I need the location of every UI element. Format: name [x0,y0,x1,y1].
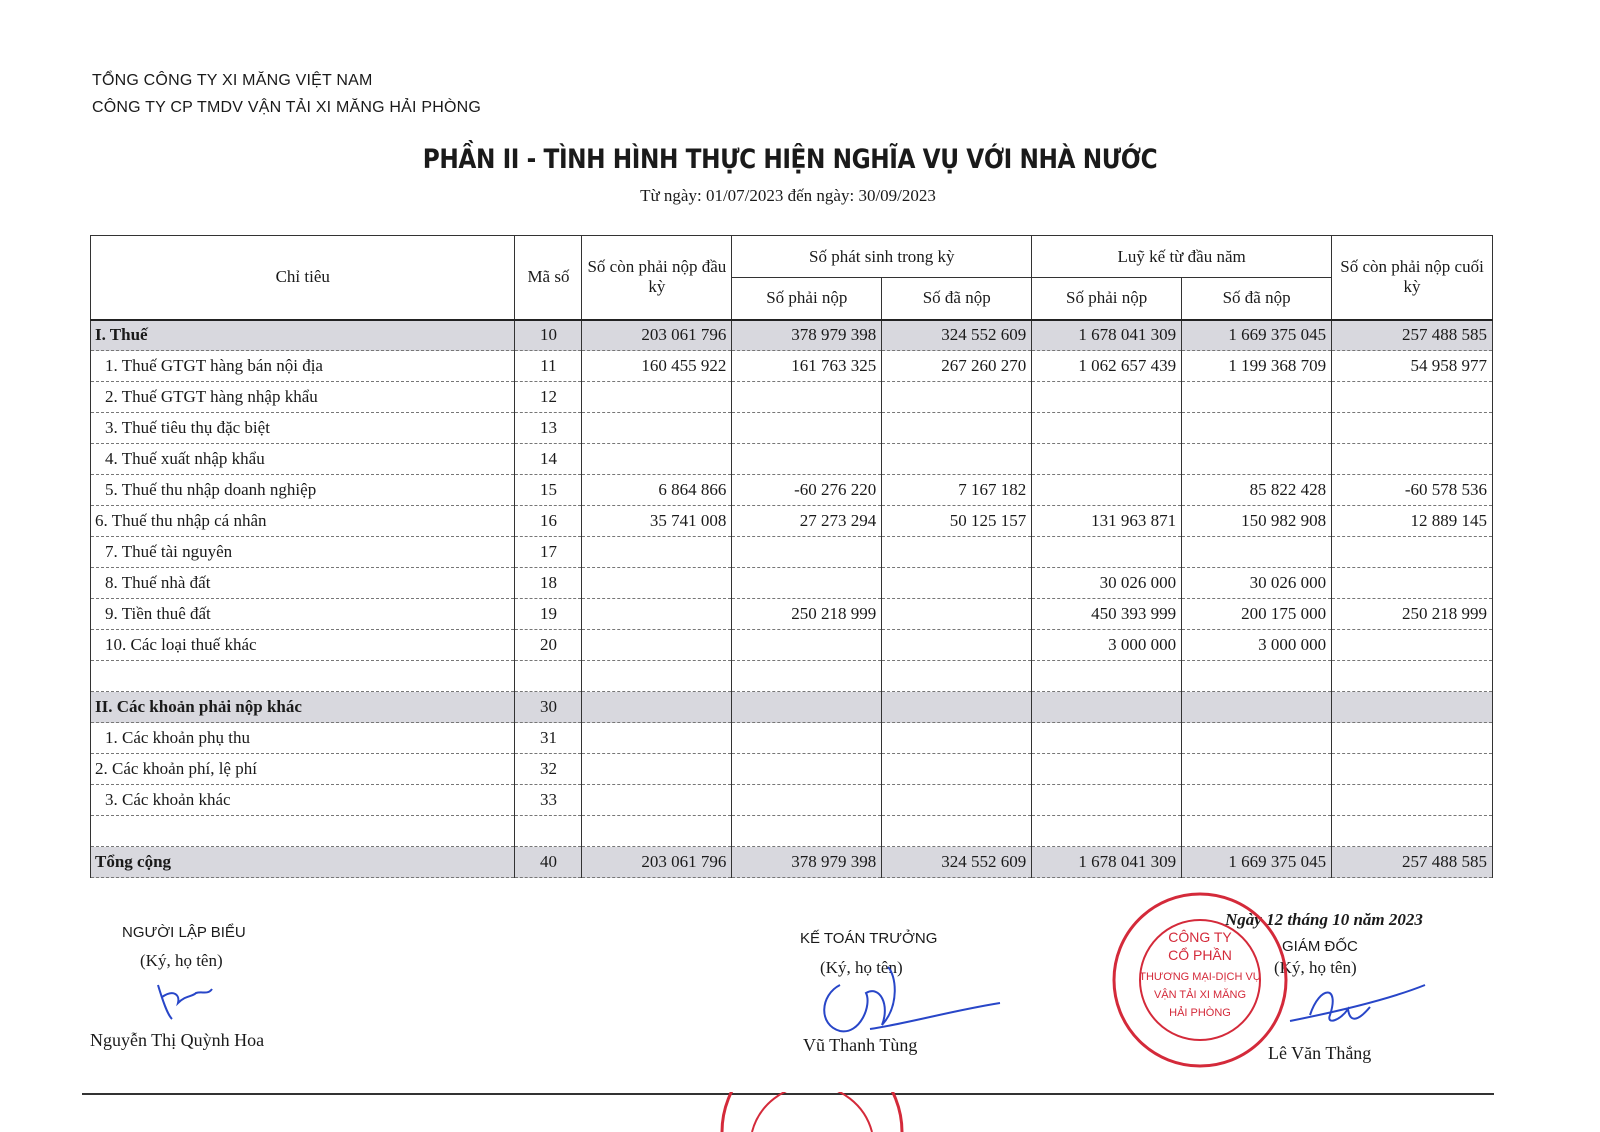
cell-ps-da-nop [882,568,1032,599]
cell-lk-phai-nop [1032,382,1182,413]
cell-lk-da-nop [1182,692,1332,723]
cell-dau-ky [582,568,732,599]
cell-ps-da-nop: 324 552 609 [882,847,1032,878]
header-cuoi-ky: Số còn phải nộp cuối kỳ [1332,236,1493,320]
row-label: Tổng cộng [91,847,515,878]
header-lk-phai-nop: Số phải nộp [1032,278,1182,320]
cell-cuoi-ky [1332,661,1493,692]
cell-ps-da-nop [882,785,1032,816]
table-row [91,723,1493,754]
cell-lk-phai-nop [1032,723,1182,754]
cell-cuoi-ky [1332,723,1493,754]
cell-dau-ky: 203 061 796 [582,320,732,351]
cell-lk-da-nop: 1 199 368 709 [1182,351,1332,382]
row-label: 3. Thuế tiêu thụ đặc biệt [91,413,515,444]
cell-ps-da-nop [882,382,1032,413]
cell-lk-da-nop [1182,661,1332,692]
cell-dau-ky [582,816,732,847]
cell-dau-ky [582,599,732,630]
cell-dau-ky: 6 864 866 [582,475,732,506]
row-label [91,661,515,692]
cell-ps-phai-nop [732,723,882,754]
row-label: 7. Thuế tài nguyên [91,537,515,568]
cell-ps-phai-nop: 378 979 398 [732,320,882,351]
table-row [91,382,1493,413]
cell-ps-da-nop [882,816,1032,847]
cell-lk-phai-nop: 30 026 000 [1032,568,1182,599]
cell-ps-phai-nop [732,382,882,413]
header-ps-da-nop: Số đã nộp [882,278,1032,320]
cell-lk-phai-nop: 1 678 041 309 [1032,847,1182,878]
table-row [91,754,1493,785]
cell-ps-phai-nop [732,630,882,661]
row-code: 20 [515,630,582,661]
cell-lk-phai-nop [1032,692,1182,723]
header-chi-tieu: Chỉ tiêu [91,236,515,320]
preparer-name: Nguyễn Thị Quỳnh Hoa [90,1030,265,1050]
header-ps-phai-nop: Số phải nộp [732,278,882,320]
cell-cuoi-ky [1332,630,1493,661]
accountant-role: KẾ TOÁN TRƯỞNG [800,930,938,947]
cell-ps-da-nop: 50 125 157 [882,506,1032,537]
row-label: 3. Các khoản khác [91,785,515,816]
director-role: GIÁM ĐỐC [1282,938,1358,955]
cell-ps-phai-nop [732,413,882,444]
row-code: 31 [515,723,582,754]
svg-text:CÔNG TY: CÔNG TY [1168,929,1232,945]
cell-lk-phai-nop [1032,754,1182,785]
cell-lk-phai-nop [1032,785,1182,816]
cell-ps-phai-nop [732,785,882,816]
cell-ps-da-nop [882,537,1032,568]
cell-lk-phai-nop [1032,444,1182,475]
cell-ps-da-nop [882,692,1032,723]
header-dau-ky: Số còn phải nộp đầu kỳ [582,236,732,320]
table-row [91,816,1493,847]
cell-lk-da-nop [1182,382,1332,413]
cell-lk-phai-nop: 1 678 041 309 [1032,320,1182,351]
cell-dau-ky [582,413,732,444]
cell-lk-phai-nop: 450 393 999 [1032,599,1182,630]
row-code: 12 [515,382,582,413]
accountant-name: Vũ Thanh Tùng [803,1035,918,1055]
svg-text:THƯƠNG MẠI-DỊCH VỤ: THƯƠNG MẠI-DỊCH VỤ [1139,971,1261,983]
table-row [91,413,1493,444]
cell-lk-da-nop: 1 669 375 045 [1182,320,1332,351]
bottom-seal-fragment [712,1092,912,1132]
svg-text:HẢI PHÒNG: HẢI PHÒNG [1169,1007,1231,1019]
table-row [91,661,1493,692]
cell-ps-da-nop [882,661,1032,692]
cell-lk-da-nop: 3 000 000 [1182,630,1332,661]
row-code: 10 [515,320,582,351]
cell-ps-phai-nop: 27 273 294 [732,506,882,537]
row-label: 8. Thuế nhà đất [91,568,515,599]
row-label: 2. Thuế GTGT hàng nhập khẩu [91,382,515,413]
cell-cuoi-ky [1332,785,1493,816]
cell-ps-da-nop: 267 260 270 [882,351,1032,382]
cell-lk-phai-nop [1032,816,1182,847]
cell-ps-da-nop [882,630,1032,661]
accountant-signature [810,965,1010,1045]
cell-lk-da-nop: 1 669 375 045 [1182,847,1332,878]
cell-dau-ky: 203 061 796 [582,847,732,878]
cell-lk-phai-nop: 131 963 871 [1032,506,1182,537]
table-row [91,506,1493,537]
cell-ps-phai-nop [732,754,882,785]
header-ma-so: Mã số [515,236,582,320]
org-line-1: TỔNG CÔNG TY XI MĂNG VIỆT NAM [92,72,373,89]
row-code: 32 [515,754,582,785]
cell-cuoi-ky: 257 488 585 [1332,320,1493,351]
cell-ps-phai-nop [732,661,882,692]
cell-lk-da-nop [1182,444,1332,475]
row-label: 4. Thuế xuất nhập khẩu [91,444,515,475]
cell-cuoi-ky [1332,568,1493,599]
row-code: 18 [515,568,582,599]
cell-lk-phai-nop [1032,413,1182,444]
row-code: 40 [515,847,582,878]
date-line: Ngày 12 tháng 10 năm 2023 [1225,910,1423,929]
row-code: 17 [515,537,582,568]
table-row [91,475,1493,506]
director-note: (Ký, họ tên) [1274,958,1357,977]
row-code [515,661,582,692]
cell-lk-da-nop: 30 026 000 [1182,568,1332,599]
cell-ps-da-nop: 324 552 609 [882,320,1032,351]
cell-cuoi-ky [1332,444,1493,475]
cell-cuoi-ky [1332,692,1493,723]
row-code: 30 [515,692,582,723]
cell-lk-da-nop [1182,754,1332,785]
table-row [91,599,1493,630]
cell-dau-ky [582,661,732,692]
cell-lk-da-nop: 85 822 428 [1182,475,1332,506]
cell-lk-phai-nop: 3 000 000 [1032,630,1182,661]
row-label [91,816,515,847]
cell-dau-ky [582,537,732,568]
cell-lk-phai-nop: 1 062 657 439 [1032,351,1182,382]
cell-cuoi-ky [1332,382,1493,413]
cell-ps-phai-nop [732,692,882,723]
row-code: 33 [515,785,582,816]
table-row [91,320,1493,351]
table-row [91,568,1493,599]
cell-cuoi-ky [1332,816,1493,847]
header-luy-ke: Luỹ kế từ đầu năm [1032,236,1332,278]
cell-lk-da-nop [1182,413,1332,444]
accountant-note: (Ký, họ tên) [820,958,903,977]
cell-cuoi-ky [1332,413,1493,444]
obligation-table [90,235,1493,878]
row-label: 1. Các khoản phụ thu [91,723,515,754]
preparer-role: NGƯỜI LẬP BIỂU [122,924,246,941]
cell-dau-ky [582,444,732,475]
company-seal [1110,890,1310,1090]
row-code: 14 [515,444,582,475]
cell-ps-da-nop [882,444,1032,475]
cell-cuoi-ky: 54 958 977 [1332,351,1493,382]
cell-cuoi-ky [1332,537,1493,568]
row-code: 16 [515,506,582,537]
cell-ps-phai-nop: 250 218 999 [732,599,882,630]
cell-dau-ky [582,630,732,661]
cell-lk-phai-nop [1032,661,1182,692]
table-row [91,444,1493,475]
cell-lk-da-nop: 200 175 000 [1182,599,1332,630]
cell-cuoi-ky: 250 218 999 [1332,599,1493,630]
cell-ps-phai-nop: 161 763 325 [732,351,882,382]
row-label: II. Các khoản phải nộp khác [91,692,515,723]
row-label: 6. Thuế thu nhập cá nhân [91,506,515,537]
cell-dau-ky [582,723,732,754]
cell-lk-phai-nop [1032,475,1182,506]
cell-lk-da-nop [1182,816,1332,847]
table-row [91,630,1493,661]
cell-lk-da-nop: 150 982 908 [1182,506,1332,537]
director-name: Lê Văn Thắng [1268,1043,1372,1063]
cell-ps-phai-nop [732,568,882,599]
svg-text:VẬN TẢI XI MĂNG: VẬN TẢI XI MĂNG [1153,989,1247,1001]
cell-lk-da-nop [1182,723,1332,754]
header-lk-da-nop: Số đã nộp [1182,278,1332,320]
row-label: I. Thuế [91,320,515,351]
cell-ps-phai-nop [732,537,882,568]
row-code: 15 [515,475,582,506]
cell-ps-phai-nop [732,816,882,847]
report-period: Từ ngày: 01/07/2023 đến ngày: 30/09/2023 [640,186,936,205]
row-code: 13 [515,413,582,444]
cell-ps-phai-nop: 378 979 398 [732,847,882,878]
cell-ps-da-nop [882,723,1032,754]
cell-dau-ky [582,785,732,816]
cell-ps-phai-nop [732,444,882,475]
cell-cuoi-ky: 257 488 585 [1332,847,1493,878]
org-line-2: CÔNG TY CP TMDV VẬN TẢI XI MĂNG HẢI PHÒNG [92,99,482,116]
row-label: 2. Các khoản phí, lệ phí [91,754,515,785]
cell-cuoi-ky: -60 578 536 [1332,475,1493,506]
cell-dau-ky: 35 741 008 [582,506,732,537]
cell-cuoi-ky: 12 889 145 [1332,506,1493,537]
cell-dau-ky [582,382,732,413]
table-row [91,785,1493,816]
preparer-note: (Ký, họ tên) [140,951,223,970]
cell-dau-ky [582,754,732,785]
report-title: PHẦN II - TÌNH HÌNH THỰC HIỆN NGHĨA VỤ VỚI NHÀ NƯỚC [422,144,1158,175]
cell-dau-ky: 160 455 922 [582,351,732,382]
cell-ps-da-nop [882,599,1032,630]
cell-ps-da-nop: 7 167 182 [882,475,1032,506]
table-row-total [91,847,1493,878]
cell-ps-da-nop [882,413,1032,444]
header-phat-sinh: Số phát sinh trong kỳ [732,236,1032,278]
cell-dau-ky [582,692,732,723]
cell-cuoi-ky [1332,754,1493,785]
row-label: 10. Các loại thuế khác [91,630,515,661]
svg-text:CỔ PHẦN: CỔ PHẦN [1168,947,1232,963]
row-code: 11 [515,351,582,382]
row-code: 19 [515,599,582,630]
preparer-signature [150,975,220,1025]
row-label: 9. Tiền thuê đất [91,599,515,630]
row-label: 1. Thuế GTGT hàng bán nội địa [91,351,515,382]
row-label: 5. Thuế thu nhập doanh nghiệp [91,475,515,506]
cell-lk-phai-nop [1032,537,1182,568]
cell-lk-da-nop [1182,537,1332,568]
cell-ps-da-nop [882,754,1032,785]
row-code [515,816,582,847]
table-row [91,351,1493,382]
cell-ps-phai-nop: -60 276 220 [732,475,882,506]
table-row [91,537,1493,568]
table-row [91,692,1493,723]
cell-lk-da-nop [1182,785,1332,816]
